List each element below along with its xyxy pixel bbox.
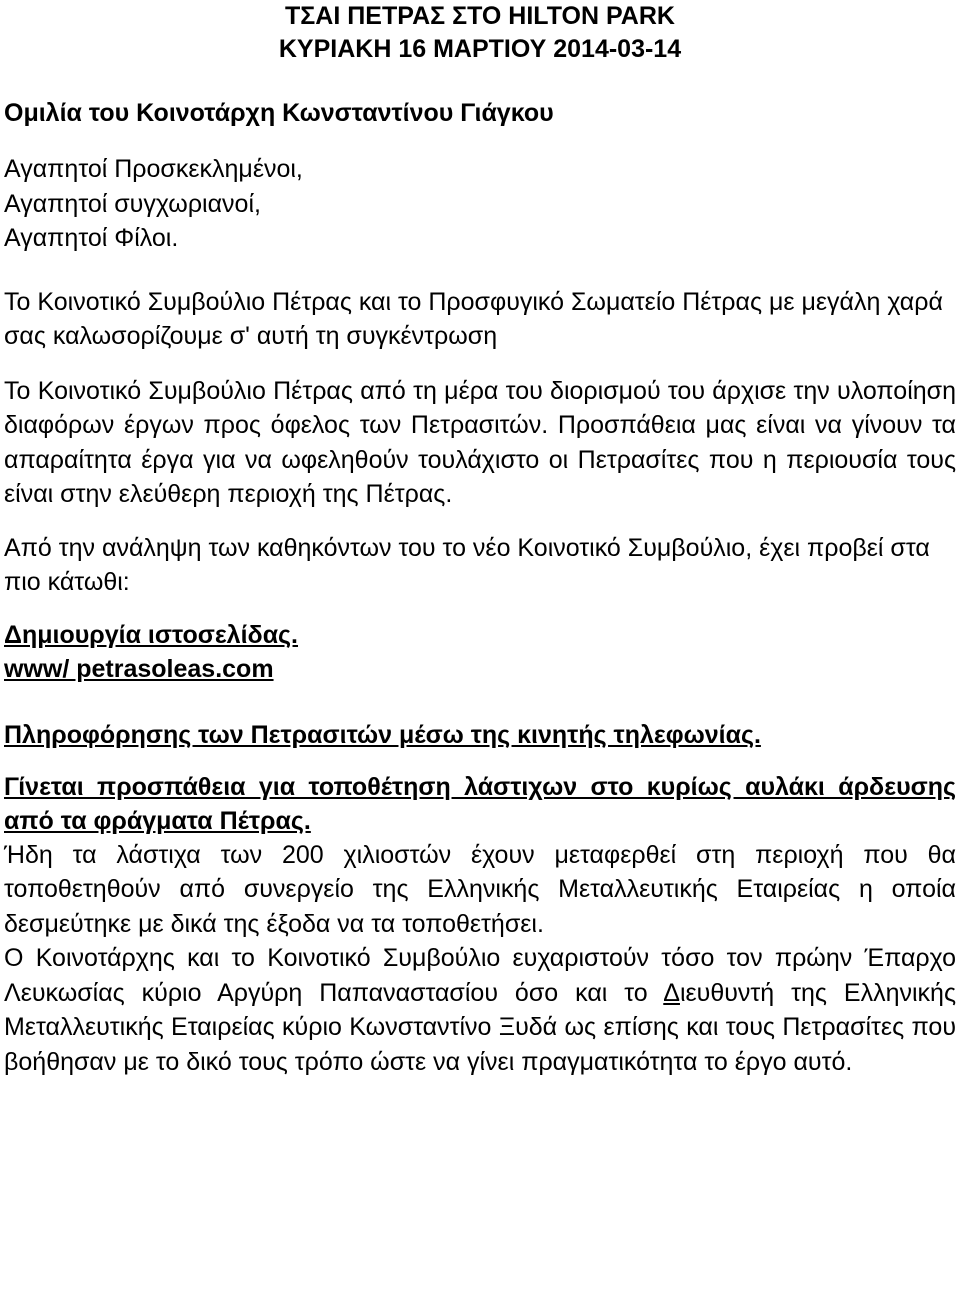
projects-paragraph: Το Κοινοτικό Συμβούλιο Πέτρας από τη μέρα του διορισμού του άρχισε την υλοποίηση διαφόρων έργων προς όφελος των Πετρασιτών. Προσπάθεια μας είναι να γίνουν τα απαραίτητα έργα για να ωφεληθούν τουλάχιστο οι Πετρασίτες που η περιουσία τους είναι στην ελεύθερη περιοχή της Πέτρας. [4,376,956,508]
greeting-line: Αγαπητοί συγχωριανοί, [4,189,261,218]
website-link[interactable]: www/ petrasoleas.com [4,654,274,683]
speech-heading: Ομιλία του Κοινοτάρχη Κωνσταντίνου Γιάγκου [4,99,554,127]
thanks-text-after: ιευθυντή της Ελληνικής Μεταλλευτικής Εταιρείας κύριο Κωνσταντίνο Ξυδά ως επίσης και τους Πετρασίτες που βοήθησαν με το δικό τους τρόπο ώστε να γίνει πραγματικότητα το έργο αυτό. [4,978,956,1076]
website-heading: Δημιουργία ιστοσελίδας. [4,620,299,649]
since-paragraph: Από την ανάληψη των καθηκόντων του το νέο Κοινοτικό Συμβούλιο, έχει προβεί στα πιο κάτωθι: [4,533,930,596]
irrigation-heading: Γίνεται προσπάθεια για τοποθέτηση λάστιχων στο κυρίως αυλάκι άρδευσης από τα φράγματα Πέτρας. [4,772,956,835]
sms-heading: Πληροφόρησης των Πετρασιτών μέσω της κινητής τηλεφωνίας. [4,720,761,749]
greetings [4,152,956,256]
thanks-underlined-letter: Δ [663,978,680,1007]
welcome-paragraph: Το Κοινοτικό Συμβούλιο Πέτρας και το Προσφυγικό Σωματείο Πέτρας με μεγάλη χαρά σας καλωσορίζουμε σ' αυτή τη συγκέντρωση [4,287,943,350]
thanks-text-before: Ο Κοινοτάρχης και το Κοινοτικό Συμβούλιο ευχαριστούν τόσο τον πρώην Έπαρχο Λευκωσίας κύριο Αργύρη Παπαναστασίου όσο και το [4,944,956,1007]
greeting-line: Αγαπητοί Προσκεκλημένοι, [4,155,303,183]
document-title-block [4,0,956,66]
event-title: ΤΣΑΙ ΠΕΤΡΑΣ ΣΤΟ HILTON PARK [285,2,675,30]
event-date: ΚΥΡΙΑΚΗ 16 ΜΑΡΤΙΟΥ 2014-03-14 [278,35,682,63]
greeting-line: Αγαπητοί Φίλοι. [4,224,179,252]
thanks-paragraph [4,941,956,1079]
pipes-paragraph: Ήδη τα λάστιχα των 200 χιλιοστών έχουν μεταφερθεί στη περιοχή που θα τοποθετηθούν από συνεργείο της Ελληνικής Μεταλλευτικής Εταιρείας η οποία δεσμεύτηκε με δικά της έξοδα να τα τοποθετήσει. [4,840,956,938]
